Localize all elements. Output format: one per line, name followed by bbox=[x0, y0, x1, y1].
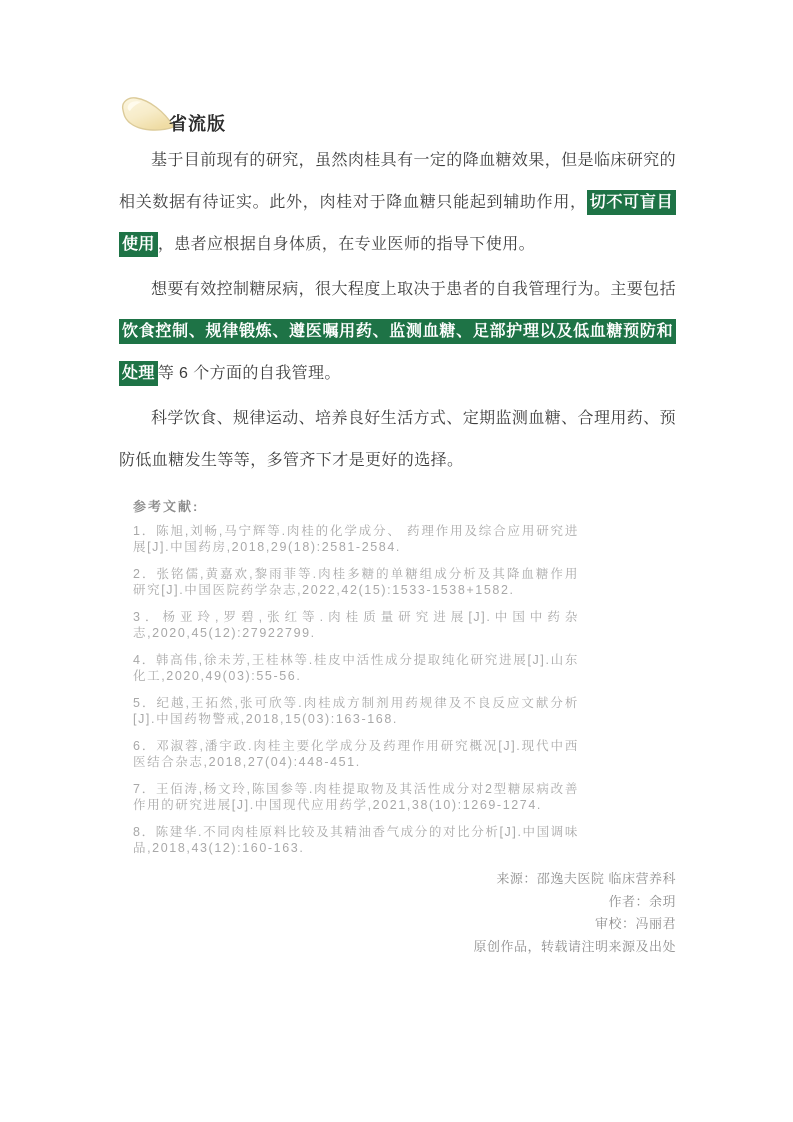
reference-item: 1．陈旭,刘畅,马宁辉等.肉桂的化学成分、 药理作用及综合应用研究进展[J].中国药房,2018,29(18):2581-2584. bbox=[133, 524, 579, 554]
references-list bbox=[133, 523, 579, 856]
attribution-line: 审校：冯丽君 bbox=[594, 916, 676, 931]
paragraph bbox=[119, 269, 676, 395]
section-title: 省流版 bbox=[169, 114, 226, 134]
document-page bbox=[119, 92, 676, 958]
references-title: 参考文献: bbox=[133, 499, 200, 514]
reference-item: 2．张铭儒,黄嘉欢,黎雨菲等.肉桂多糖的单糖组成分析及其降血糖作用研究[J].中国医院药学杂志,2022,42(15):1533-1538+1582. bbox=[133, 567, 579, 597]
attribution-line: 作者：余玥 bbox=[608, 893, 676, 909]
body-text: 等 6 个方面的自我管理。 bbox=[157, 365, 341, 382]
reference-item: 5．纪越,王拓然,张可欣等.肉桂成方制剂用药规律及不良反应文献分析[J].中国药物警戒,2018,15(03):163-168. bbox=[133, 696, 579, 726]
highlighted-text: 饮食控制、规律锻炼、遵医嘱用药、监测血糖、足部护理以及低血糖预防和处理 bbox=[119, 319, 676, 386]
references-section bbox=[133, 496, 579, 856]
body-text: 科学饮食、规律运动、培养良好生活方式、定期监测血糖、合理用药、预防低血糖发生等等，多管齐下才是更好的选择。 bbox=[119, 410, 676, 469]
body-text: 想要有效控制糖尿病，很大程度上取决于患者的自我管理行为。主要包括 bbox=[151, 281, 676, 298]
reference-item: 4．韩高伟,徐未芳,王桂林等.桂皮中活性成分提取纯化研究进展[J].山东化工,2020,49(03):55-56. bbox=[133, 653, 579, 683]
reference-item: 8．陈建华.不同肉桂原料比较及其精油香气成分的对比分析[J].中国调味品,2018,43(12):160-163. bbox=[133, 825, 579, 855]
section-header bbox=[119, 92, 676, 138]
article-body bbox=[119, 140, 676, 482]
highlighted-text: 切不可盲目使用 bbox=[119, 190, 676, 257]
attribution-line: 原创作品，转载请注明来源及出处 bbox=[473, 938, 676, 954]
paragraph bbox=[119, 140, 676, 266]
body-text: 基于目前现有的研究，虽然肉桂具有一定的降血糖效果，但是临床研究的相关数据有待证实。此外，肉桂对于降血糖只能起到辅助作用， bbox=[119, 152, 676, 211]
attribution-line: 来源：邵逸夫医院 临床营养科 bbox=[496, 871, 676, 886]
body-text: ，患者应根据自身体质，在专业医师的指导下使用。 bbox=[157, 236, 536, 253]
reference-item: 6．邓淑蓉,潘宇政.肉桂主要化学成分及药理作用研究概况[J].现代中西医结合杂志,2018,27(04):448-451. bbox=[133, 739, 579, 769]
attribution-block bbox=[119, 868, 676, 958]
reference-item: 7．王佰涛,杨文玲,陈国参等.肉桂提取物及其活性成分对2型糖尿病改善作用的研究进展[J].中国现代应用药学,2021,38(10):1269-1274. bbox=[133, 782, 579, 812]
paragraph bbox=[119, 398, 676, 482]
reference-item: 3．杨亚玲,罗碧,张红等.肉桂质量研究进展[J].中国中药杂志,2020,45(12):27922799. bbox=[133, 610, 579, 640]
